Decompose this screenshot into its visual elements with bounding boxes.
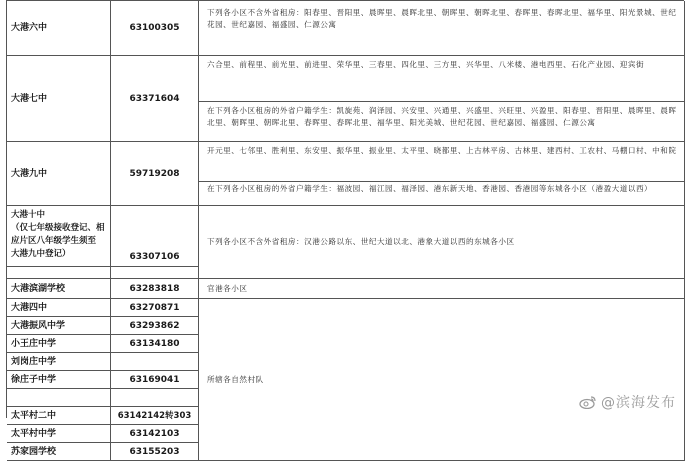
school-phone: 63307106 xyxy=(111,206,199,267)
school-name: 大港七中 xyxy=(7,56,111,142)
empty-cell xyxy=(111,389,199,407)
school-name: 太平村二中 xyxy=(7,407,111,425)
spacer-cell xyxy=(111,267,199,279)
watermark-text: @滨海发布 xyxy=(601,395,676,411)
weibo-icon xyxy=(579,395,597,409)
school-name: 小王庄中学 xyxy=(7,335,111,353)
school-phone: 63134180 xyxy=(111,335,199,353)
school-phone: 63270871 xyxy=(111,299,199,317)
school-name: 大港滨湖学校 xyxy=(7,279,111,299)
watermark xyxy=(579,392,676,412)
school-name: 大港六中 xyxy=(7,1,111,56)
school-phone: 63142103 xyxy=(111,425,199,443)
school-name: 刘岗庄中学 xyxy=(7,353,111,371)
school-name: 苏家园学校 xyxy=(7,443,111,461)
school-name xyxy=(7,206,111,267)
school-phone: 63155203 xyxy=(111,443,199,461)
enrollment-area: 六合里、前程里、前光里、前进里、荣华里、三春里、四化里、三方里、兴华里、八米楼、港电西里、石化产业园、迎宾街 xyxy=(199,56,685,102)
enrollment-area: 下列各小区不含外省租房：阳春里、晋阳里、晨晖里、晨晖北里、朝晖里、朝晖北里、春晖里、春晖北里、福华里、阳光景城、世纪花园、世纪嘉园、福盛园、仁源公寓 xyxy=(199,1,685,56)
school-phone: 63169041 xyxy=(111,371,199,389)
school-name-line: 大港十中 xyxy=(11,210,46,220)
enrollment-area: 官港各小区 xyxy=(199,279,685,299)
school-phone: 63142142转303 xyxy=(111,407,199,425)
enrollment-table xyxy=(6,0,684,457)
school-name: 徐庄子中学 xyxy=(7,371,111,389)
enrollment-area: 在下列各小区租房的外省户籍学生：福波园、福江园、福泽园、港东新天地、香港园、香港园等东城各小区（港盈大道以西） xyxy=(199,182,685,206)
rural-area: 所辖各自然村队 xyxy=(199,299,685,461)
school-phone: 59719208 xyxy=(111,142,199,206)
school-phone: 63293862 xyxy=(111,317,199,335)
enrollment-area: 开元里、七邻里、胜利里、东安里、振华里、振业里、太平里、晓都里、上古林平房、古林里、建西村、工农村、马棚口村、中和院 xyxy=(199,142,685,182)
school-name: 大港振风中学 xyxy=(7,317,111,335)
enrollment-area: 在下列各小区租房的外省户籍学生：凯旋苑、润泽园、兴安里、兴通里、兴盛里、兴旺里、兴盈里、阳春里、晋阳里、晨晖里、晨晖北里、朝晖里、朝晖北里、春晖里、春晖北里、福华里、阳光美城、世纪花园、世纪嘉园、福盛园、仁源公寓 xyxy=(199,102,685,142)
empty-cell xyxy=(7,389,111,407)
school-name-line: 应片区八年级学生须至 xyxy=(11,236,97,246)
school-name: 大港四中 xyxy=(7,299,111,317)
school-name: 太平村中学 xyxy=(7,425,111,443)
school-name-line: （仅七年级接收登记、相 xyxy=(11,223,105,233)
school-phone: 63371604 xyxy=(111,56,199,142)
spacer-cell xyxy=(7,267,111,279)
school-name: 大港九中 xyxy=(7,142,111,206)
enrollment-area: 下列各小区不含外省租房：汉港公路以东、世纪大道以北、港象大道以西的东城各小区 xyxy=(199,206,685,279)
school-phone: 63100305 xyxy=(111,1,199,56)
school-name-line: 大港九中登记） xyxy=(11,249,71,259)
school-phone: 63283818 xyxy=(111,279,199,299)
school-phone xyxy=(111,353,199,371)
